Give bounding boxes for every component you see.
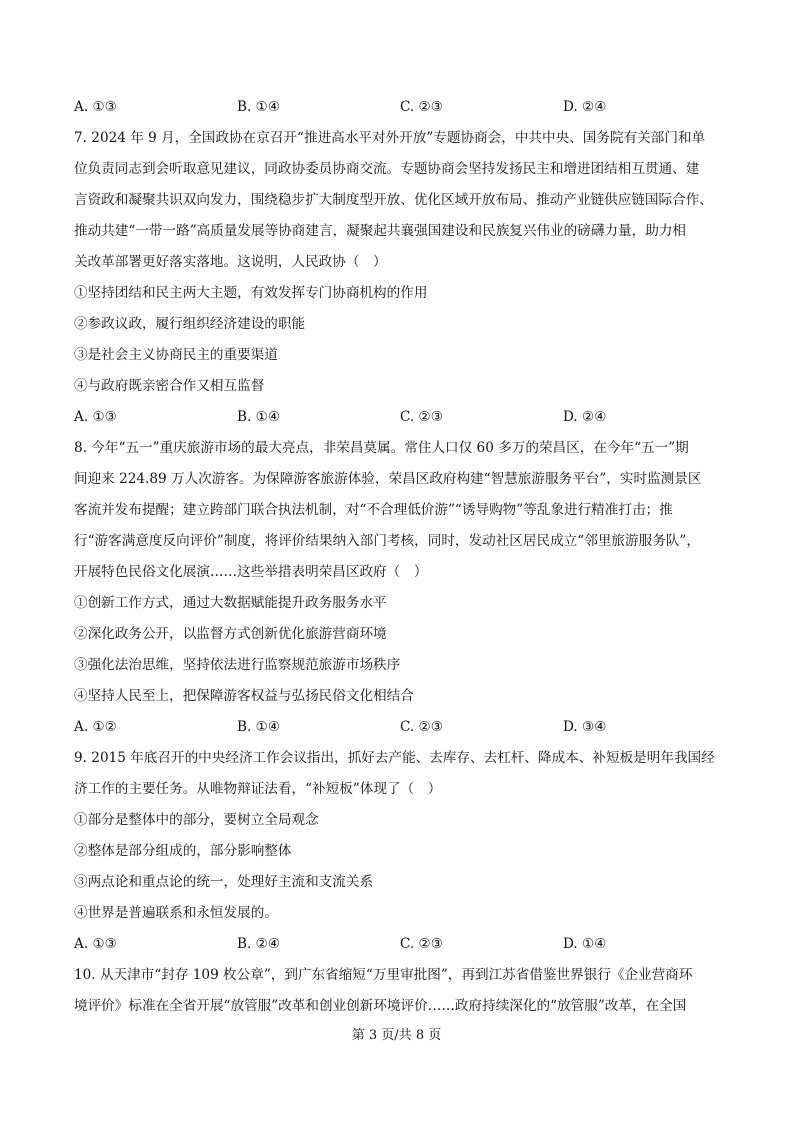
q7-stem-line: 位负责同志到会听取意见建议，同政协委员协商交流。专题协商会坚持发扬民主和增进团结相互贯通、建 xyxy=(74,161,700,177)
q10-stem-line: 境评价》标准在全省开展“放管服”改革和创业创新环境评价……政府持续深化的“放管服”改革，在全国 xyxy=(74,998,687,1014)
question-9 xyxy=(74,743,724,960)
q7-stem-line: 言资政和凝聚共识双向发力，围绕稳步扩大制度型开放、优化区域开放布局、推动产业链供应链国际合作、 xyxy=(74,192,713,208)
q8-choice-c: C. ②③ xyxy=(400,719,443,735)
q9-choices xyxy=(74,929,724,960)
q6-choices xyxy=(74,92,724,123)
q9-stem-line: 9. 2015 年底召开的中央经济工作会议指出，抓好去产能、去库存、去杠杆、降成本、补短板是明年我国经 xyxy=(74,750,715,766)
q7-choice-b: B. ①④ xyxy=(237,409,281,425)
q9-choice-c: C. ②③ xyxy=(400,936,443,952)
q6-choice-c: C. ②③ xyxy=(400,99,443,115)
q7-choice-a: A. ①③ xyxy=(74,409,117,425)
q10-stem-line: 10. 从天津市“封存 109 枚公章”，到广东省缩短“万里审批图”，再到江苏省借鉴世界银行《企业营商环 xyxy=(74,967,693,983)
q8-stem-line: 间迎来 224.89 万人次游客。为保障游客旅游体验，荣昌区政府构建“智慧旅游服务平台”，实时监测景区 xyxy=(74,471,702,487)
q8-option: ①创新工作方式，通过大数据赋能提升政务服务水平 xyxy=(74,595,387,611)
q7-option: ③是社会主义协商民主的重要渠道 xyxy=(74,347,278,363)
q6-choice-b: B. ①④ xyxy=(237,99,281,115)
q9-stem-line: 济工作的主要任务。从唯物辩证法看，“补短板”体现了（ ） xyxy=(74,781,442,797)
q8-option: ④坚持人民至上，把保障游客权益与弘扬民俗文化相结合 xyxy=(74,688,414,704)
q9-option: ①部分是整体中的部分，要树立全局观念 xyxy=(74,812,319,828)
q7-option: ②参政议政，履行组织经济建设的职能 xyxy=(74,316,306,332)
page-number-footer: 第 3 页/共 8 页 xyxy=(351,1028,442,1043)
q9-choice-b: B. ②④ xyxy=(237,936,281,952)
q8-choice-d: D. ③④ xyxy=(563,719,607,735)
q8-stem-line: 客流并发布提醒；建立跨部门联合执法机制，对“不合理低价游”“诱导购物”等乱象进行精准打击；推 xyxy=(74,502,673,518)
q9-choice-a: A. ①③ xyxy=(74,936,117,952)
q6-choice-d: D. ②④ xyxy=(563,99,607,115)
q7-stem-line: 推动共建“一带一路”高质量发展等协商建言，凝聚起共襄强国建设和民族复兴伟业的磅礴力量，助力相 xyxy=(74,223,687,239)
q9-option: ④世界是普遍联系和永恒发展的。 xyxy=(74,905,278,921)
q8-choice-a: A. ①② xyxy=(74,719,117,735)
q7-choices xyxy=(74,402,724,433)
q8-choice-b: B. ①④ xyxy=(237,719,281,735)
q8-option: ②深化政务公开，以监督方式创新优化旅游营商环境 xyxy=(74,626,387,642)
q7-option: ④与政府既亲密合作又相互监督 xyxy=(74,378,265,394)
question-8 xyxy=(74,433,724,743)
q7-stem-line: 7. 2024 年 9 月，全国政协在京召开“推进高水平对外开放”专题协商会，中共中央、国务院有关部门和单 xyxy=(74,130,706,146)
page-content xyxy=(74,92,724,1022)
q8-stem-line: 行“游客满意度反向评价”制度，将评价结果纳入部门考核，同时，发动社区居民成立“邻里旅游服务队”， xyxy=(74,533,700,549)
q9-choice-d: D. ①④ xyxy=(563,936,607,952)
q7-stem-line: 关改革部署更好落实落地。这说明，人民政协（ ） xyxy=(74,254,387,270)
question-10 xyxy=(74,960,724,1022)
q8-choices xyxy=(74,712,724,743)
q9-option: ②整体是部分组成的，部分影响整体 xyxy=(74,843,292,859)
q8-stem-line: 开展特色民俗文化展演……这些举措表明荣昌区政府（ ） xyxy=(74,564,428,580)
q7-choice-c: C. ②③ xyxy=(400,409,443,425)
q8-option: ③强化法治思维，坚持依法进行监察规范旅游市场秩序 xyxy=(74,657,401,673)
q9-option: ③两点论和重点论的统一，处理好主流和支流关系 xyxy=(74,874,374,890)
question-7 xyxy=(74,123,724,433)
q7-choice-d: D. ②④ xyxy=(563,409,607,425)
q6-choice-a: A. ①③ xyxy=(74,99,117,115)
q7-option: ①坚持团结和民主两大主题，有效发挥专门协商机构的作用 xyxy=(74,285,428,301)
q8-stem-line: 8. 今年“五一”重庆旅游市场的最大亮点，非荣昌莫属。常住人口仅 60 多万的荣昌区，在今年“五一”期 xyxy=(74,440,689,456)
